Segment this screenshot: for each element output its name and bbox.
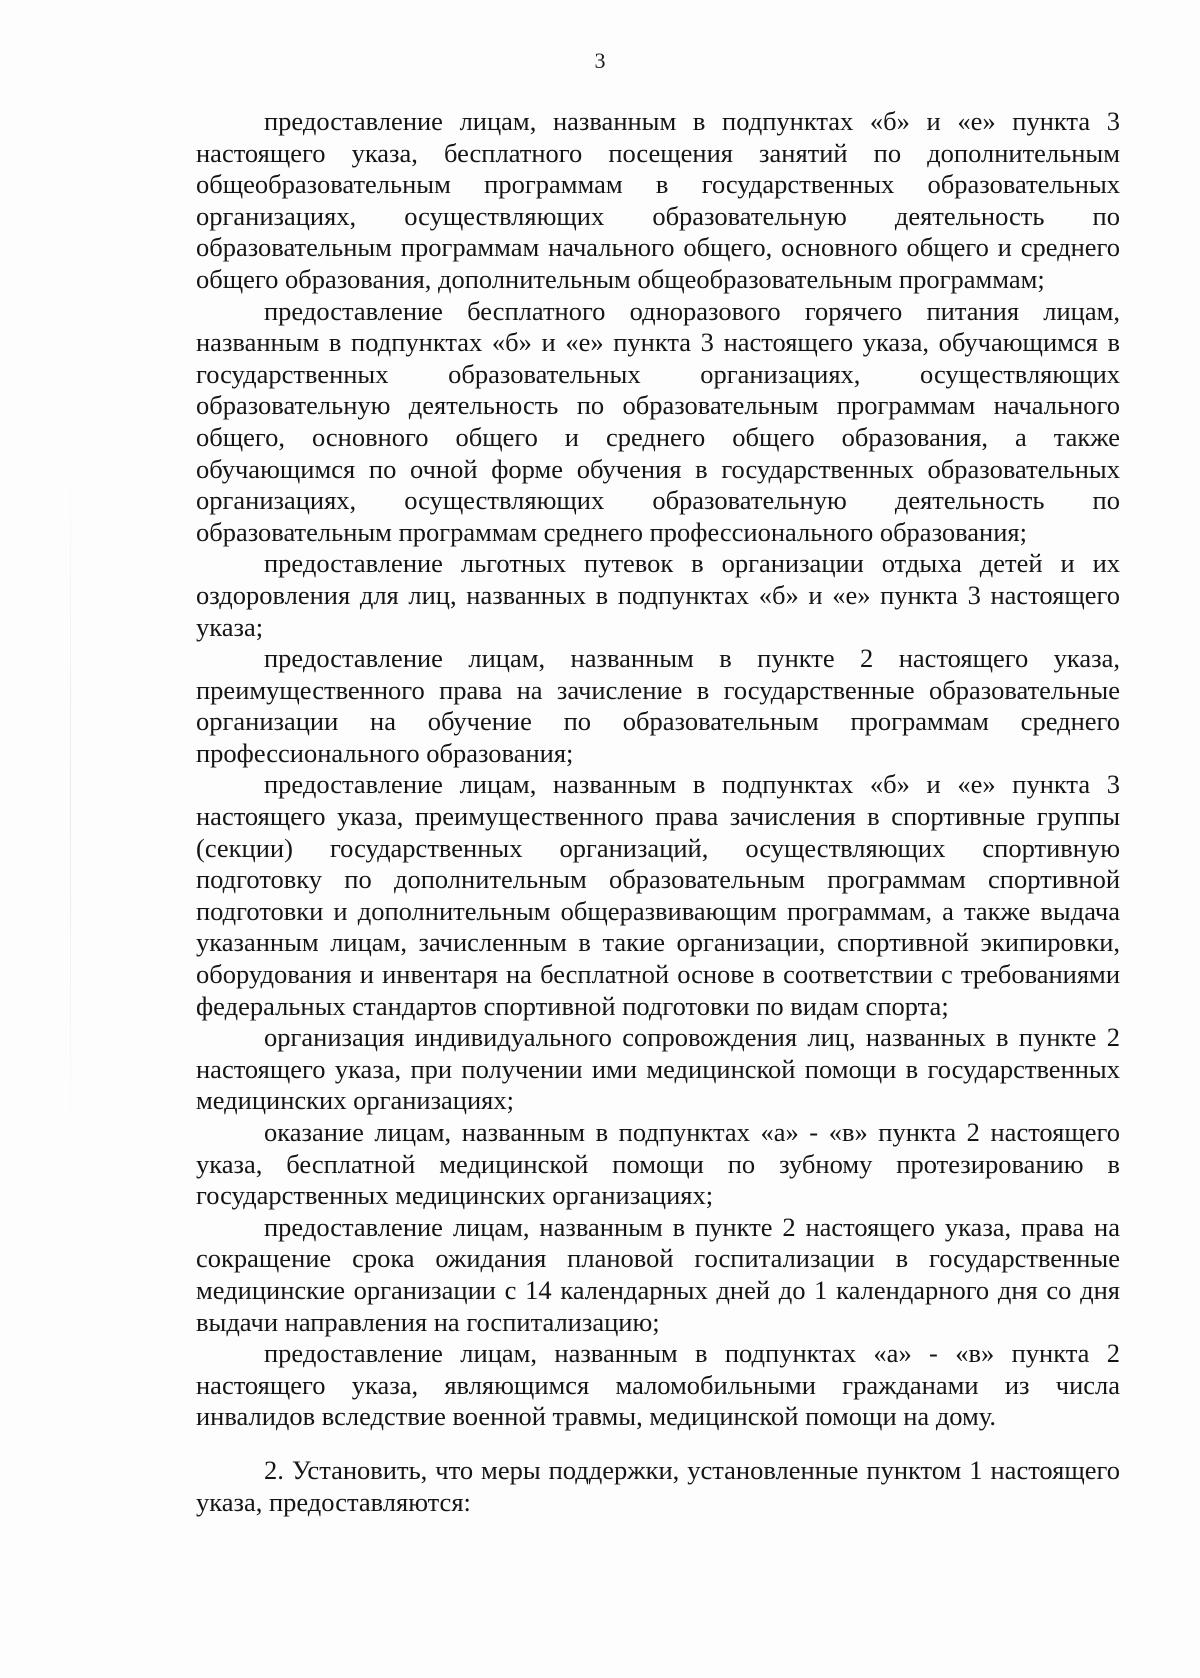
page-number: 3 [594,48,606,73]
paragraph-section-2-intro: 2. Установить, что меры поддержки, установленные пунктом 1 настоящего указа, предоставляются: [196,1454,1120,1517]
paragraph-reduced-hospitalization-wait: предоставление лицам, названным в пункте 2 настоящего указа, права на сокращение срока ожидания плановой госпитализации в государственные медицинские организации с 14 календарных дней до 1 календарного дня со дня выдачи направления на госпитализацию; [196,1211,1120,1337]
paragraph-free-hot-meals: предоставление бесплатного одноразового горячего питания лицам, названным в подпунктах «б» и «е» пункта 3 настоящего указа, обучающимся в государственных образовательных организациях, осуществляющих образовательную деятельность по образовательным программам начального общего, основного общего и среднего общего образования, а также обучающимся по очной форме обучения в государственных образовательных организациях, осуществляющих образовательную деятельность по образовательным программам среднего профессионального образования; [196,295,1120,547]
paragraph-priority-enrollment-vocational: предоставление лицам, названным в пункте 2 настоящего указа, преимущественного права на зачисление в государственные образовательные организации на обучение по образовательным программам среднего профессионального образования; [196,643,1120,768]
document-body [196,106,1120,1518]
paragraph-free-extracurricular-classes: предоставление лицам, названным в подпунктах «б» и «е» пункта 3 настоящего указа, бесплатного посещения занятий по дополнительным общеобразовательным программам в государственных образовательных организациях, осуществляющих образовательную деятельность по образовательным программам начального общего, основного общего и среднего общего образования, дополнительным общеобразовательным программам; [196,106,1120,294]
paragraph-individual-medical-support: организация индивидуального сопровождения лиц, названных в пункте 2 настоящего указа, при получении ими медицинской помощи в государственных медицинских организациях; [196,1022,1120,1116]
scan-margin-shadow [70,440,71,1160]
paragraph-home-medical-care: предоставление лицам, названным в подпунктах «а» - «в» пункта 2 настоящего указа, являющимся маломобильными гражданами из числа инвалидов вследствие военной травмы, медицинской помощи на дому. [196,1338,1120,1432]
paragraph-free-dental-prosthetics: оказание лицам, названным в подпунктах «а» - «в» пункта 2 настоящего указа, бесплатной медицинской помощи по зубному протезированию в государственных медицинских организациях; [196,1117,1120,1211]
paragraph-priority-enrollment-sports: предоставление лицам, названным в подпунктах «б» и «е» пункта 3 настоящего указа, преимущественного права зачисления в спортивные группы (секции) государственных организаций, осуществляющих спортивную подготовку по дополнительным образовательным программам спортивной подготовки и дополнительным общеразвивающим программам, а также выдача указанным лицам, зачисленным в такие организации, спортивной экипировки, оборудования и инвентаря на бесплатной основе в соответствии с требованиями федеральных стандартов спортивной подготовки по видам спорта; [196,769,1120,1021]
paragraph-discount-vouchers: предоставление льготных путевок в организации отдыха детей и их оздоровления для лиц, названных в подпунктах «б» и «е» пункта 3 настоящего указа; [196,548,1120,642]
